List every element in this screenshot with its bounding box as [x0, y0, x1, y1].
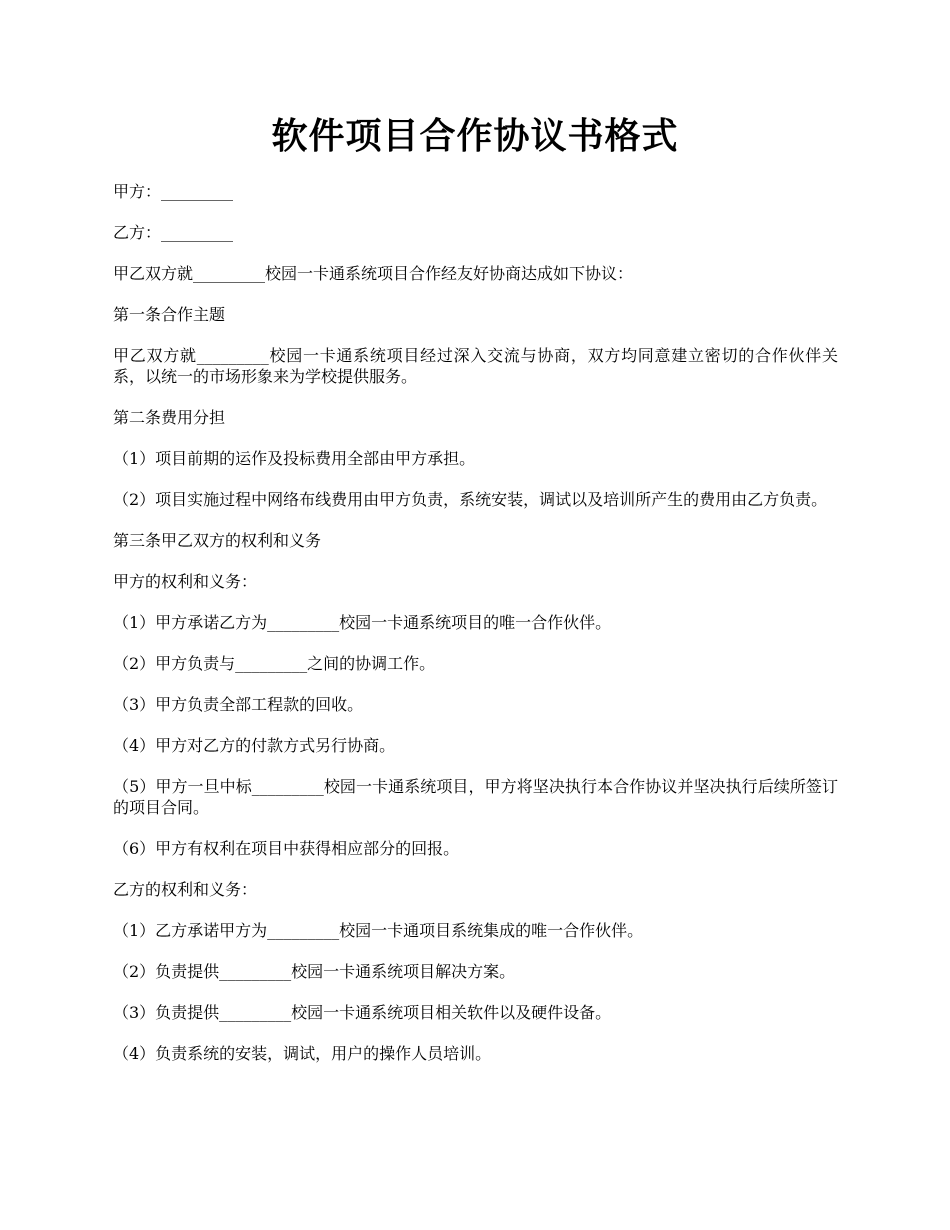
article-2-item: （2）项目实施过程中网络布线费用由甲方负责，系统安装，调试以及培训所产生的费用由乙方负责。	[113, 490, 828, 509]
party-a-rights-item: （5）甲方一旦中标_________校园一卡通系统项目，甲方将坚决执行本合作协议并坚决执行后续所签订的项目合同。	[113, 777, 838, 817]
article-3-heading: 第三条甲乙双方的权利和义务	[113, 531, 322, 550]
party-b-rights-item: （2）负责提供_________校园一卡通系统项目解决方案。	[113, 962, 516, 981]
agreement-intro: 甲乙双方就_________校园一卡通系统项目合作经友好协商达成如下协议：	[113, 264, 634, 283]
article-1-heading: 第一条合作主题	[113, 305, 226, 324]
party-b-rights-item: （1）乙方承诺甲方为_________校园一卡通项目系统集成的唯一合作伙伴。	[113, 921, 644, 940]
party-a-rights-heading: 甲方的权利和义务：	[113, 572, 258, 591]
party-a-rights-item: （1）甲方承诺乙方为_________校园一卡通系统项目的唯一合作伙伴。	[113, 613, 612, 632]
party-a-rights-item: （4）甲方对乙方的付款方式另行协商。	[113, 736, 396, 755]
article-2-heading: 第二条费用分担	[113, 408, 226, 427]
party-b-rights-heading: 乙方的权利和义务：	[113, 880, 258, 899]
party-a-rights-item: （3）甲方负责全部工程款的回收。	[113, 695, 364, 714]
article-1-text: 甲乙双方就_________校园一卡通系统项目经过深入交流与协商，双方均同意建立密切的合作伙伴关系，以统一的市场形象来为学校提供服务。	[113, 346, 838, 386]
document-body	[113, 181, 838, 1084]
party-b-rights-item: （3）负责提供_________校园一卡通系统项目相关软件以及硬件设备。	[113, 1003, 612, 1022]
party-a-rights-item: （6）甲方有权利在项目中获得相应部分的回报。	[113, 839, 460, 858]
document-title: 软件项目合作协议书格式	[271, 115, 679, 157]
article-2-item: （1）项目前期的运作及投标费用全部由甲方承担。	[113, 449, 476, 468]
party-a-line: 甲方：_________	[113, 182, 234, 201]
party-b-line: 乙方：_________	[113, 223, 234, 242]
party-a-rights-item: （2）甲方负责与_________之间的协调工作。	[113, 654, 436, 673]
party-b-rights-item: （4）负责系统的安装，调试，用户的操作人员培训。	[113, 1044, 492, 1063]
